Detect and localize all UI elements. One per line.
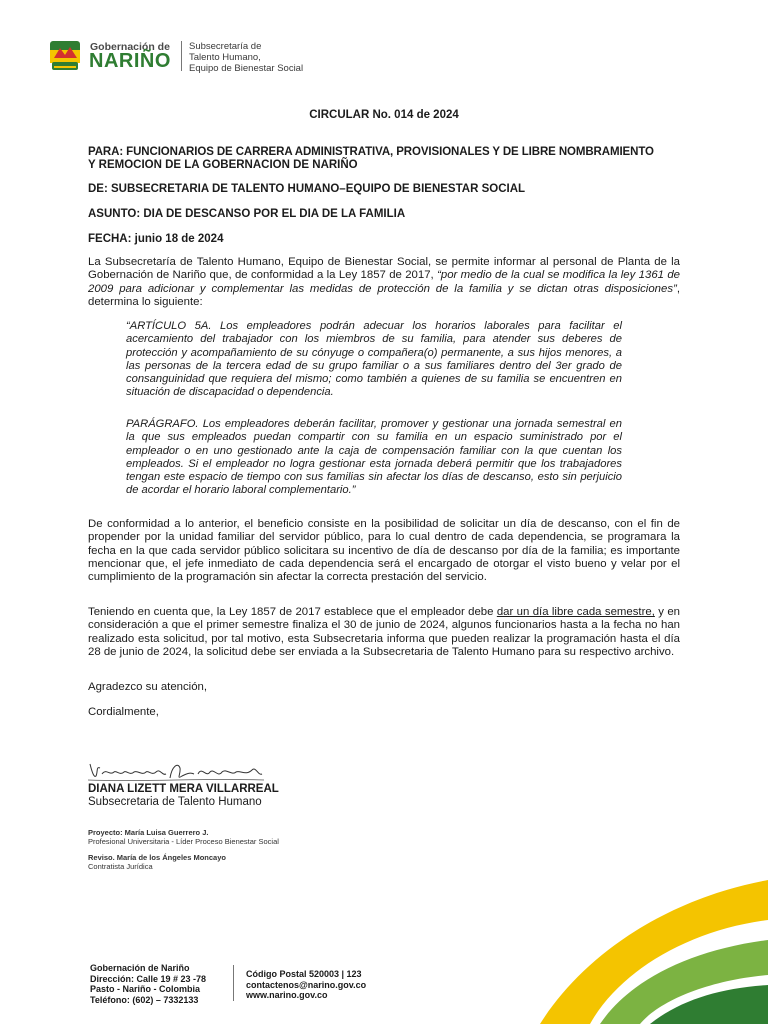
thanks-line: Agradezco su atención, [88, 681, 208, 693]
intro-text: La Subsecretaría de Talento Humano, Equipo de Bienestar Social, se permite informar al personal de Planta de la Gobernación de Nariño que, de conformidad a la Ley 1857 de 2017, [88, 256, 680, 282]
body-paragraph-2 [88, 606, 680, 659]
subtitle-line: Equipo de Bienestar Social [189, 63, 304, 74]
body-paragraph-1: De conformidad a lo anterior, el beneficio consiste en la posibilidad de solicitar un día de descanso, con el fin de propender por la unidad familiar del servidor público, para lo cual dentro de cada dependencia, se programara la fecha en la que cada servidor público solicitara su incentivo de día de descanso por día de la familia; es importante mencionar que, el jefe inmediato de cada dependencia será el encargado de otorgar el visto bueno y velar por el cumplimiento de la programación sin afectar la correcta prestación del servicio. [88, 518, 680, 584]
date-line: FECHA: junio 18 de 2024 [88, 233, 224, 245]
header-subtitle [189, 41, 303, 74]
article-quote: “ARTÍCULO 5A. Los empleadores podrán adecuar los horarios laborales para facilitar el acercamiento del trabajador con los miembros de su familia, para atender sus deberes de protección y acompañamiento de su cónyuge o compañera(o) permanente, a sus hijos menores, a las personas de la tercera edad de su grupo familiar o a sus familiares dentro del 3er grado de consanguinidad que requiera del mismo; como también a quienes de su familia se encuentren en situación de discapacidad o dependencia. [126, 320, 622, 399]
handwritten-signature [86, 758, 266, 784]
reviso-credit: Reviso. María de los Ángeles Moncayo [88, 853, 226, 862]
brand-name: NARIÑO [89, 50, 171, 72]
proyecto-role: Profesional Universitaria - Líder Proceso Bienestar Social [88, 837, 279, 846]
gobernacion-narino-shield-icon [46, 38, 84, 74]
subtitle-line: Subsecretaría de [189, 41, 262, 52]
para-recipients [88, 146, 680, 172]
body2-text: Teniendo en cuenta que, la Ley 1857 de 2017 establece que el empleador debe [88, 606, 497, 618]
para-line: PARA: FUNCIONARIOS DE CARRERA ADMINISTRATIVA, PROVISIONALES Y DE LIBRE NOMBRAMIENTO [88, 146, 654, 158]
intro-paragraph [88, 256, 680, 309]
footer-contact [246, 969, 366, 1001]
brand-top-text: Gobernación de [90, 41, 170, 53]
para-line: Y REMOCION DE LA GOBERNACION DE NARIÑO [88, 159, 358, 171]
body2-text-end: y en consideración a que el primer semestre finaliza el 30 de junio de 2024, algunos funcionarios hasta a la fecha no han realizado esta solicitud, por tal motivo, esta Subsecretaria informa que pueden realizar la programación hasta el día 28 de junio de 2024, la solicitud debe ser enviada a la Subsecretaria de Talento Humano para su respectivo archivo. [88, 606, 680, 658]
header-divider [181, 41, 182, 71]
paragrafo-quote: PARÁGRAFO. Los empleadores deberán facilitar, promover y gestionar una jornada semestral en la que sus empleados puedan compartir con su familia en un espacio suministrado por el empleador o en uno gestionado ante la caja de compensación familiar con la que cuentan los empleados. Si el empleador no logra gestionar esta jornada deberá permitir que los trabajadores tengan este espacio de tiempo con sus familias sin afectar los días de descanso, esto sin perjuicio de acordar el horario laboral complementario.” [126, 418, 622, 497]
footer-line: Teléfono: (602) – 7332133 [90, 994, 199, 1005]
from-line: DE: SUBSECRETARIA DE TALENTO HUMANO–EQUIPO DE BIENESTAR SOCIAL [88, 183, 526, 195]
signer-name: DIANA LIZETT MERA VILLARREAL [88, 783, 279, 795]
footer-line: Gobernación de Nariño [90, 963, 190, 973]
footer-address [90, 963, 206, 1005]
subtitle-line: Talento Humano, [189, 52, 261, 63]
subject-line: ASUNTO: DIA DE DESCANSO POR EL DIA DE LA FAMILIA [88, 208, 406, 220]
footer-line: Dirección: Calle 19 # 23 -78 [90, 973, 207, 984]
footer-email-link[interactable]: contactenos@narino.gov.co [246, 979, 367, 990]
signer-role: Subsecretaria de Talento Humano [88, 796, 262, 808]
document-title: CIRCULAR No. 014 de 2024 [309, 109, 459, 121]
footer-line: Código Postal 520003 | 123 [246, 969, 362, 979]
reviso-role: Contratista Jurídica [88, 862, 153, 871]
footer-line: Pasto - Nariño - Colombia [90, 984, 201, 994]
proyecto-credit: Proyecto: María Luisa Guerrero J. [88, 828, 209, 837]
footer-divider [233, 965, 234, 1001]
brand-swoosh-graphic [520, 880, 768, 1024]
body2-underlined: dar un día libre cada semestre, [496, 606, 655, 618]
law-title-quote: “por medio de la cual se modifica la ley 1361 de 2009 para adicionar y complementar las medidas de protección de la familia y se dictan otras disposiciones” [88, 269, 680, 295]
closing-line: Cordialmente, [88, 706, 159, 718]
intro-text-end: , determina lo siguiente: [88, 282, 680, 308]
footer-website-link[interactable]: www.narino.gov.co [246, 990, 328, 1000]
